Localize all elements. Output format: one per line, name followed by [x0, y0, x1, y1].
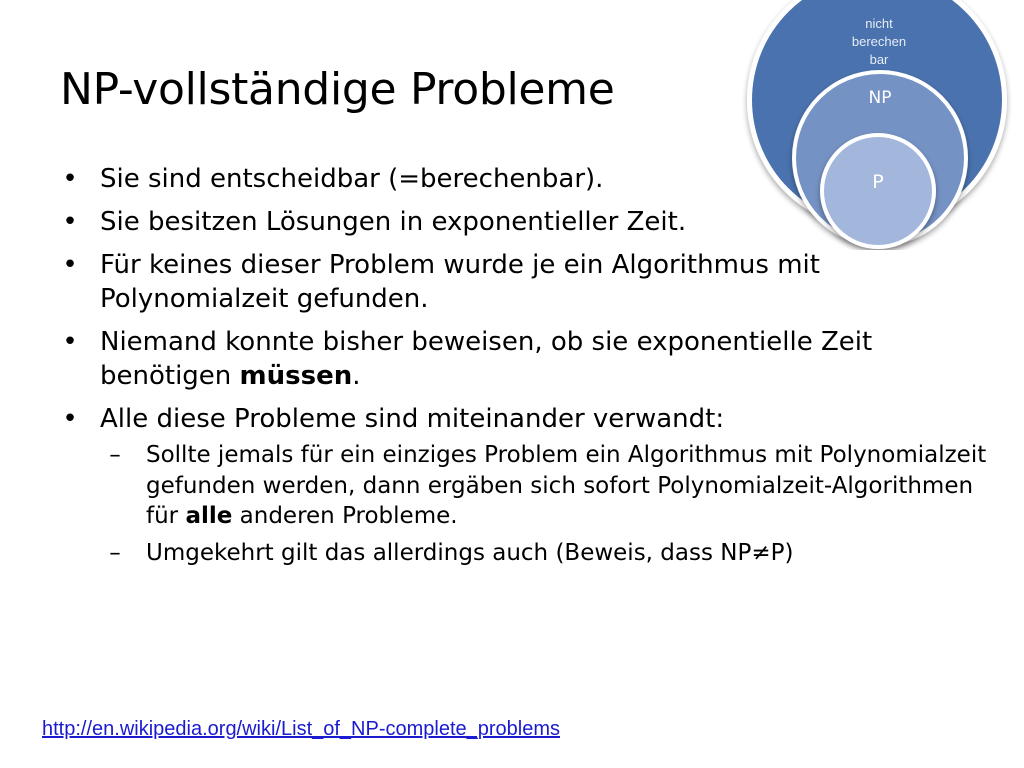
bullet-icon: •: [62, 250, 78, 281]
bullet-icon: •: [62, 404, 78, 435]
sub-bullet-text: Sollte jemals für ein einziges Problem ein Algorithmus mit Polynomialzeit gefunden werden, dann ergäben sich sofort Polynomialzeit-Algorithmen für alle anderen Probleme.: [146, 442, 987, 530]
slide-title: NP-vollständige Probleme: [60, 64, 615, 115]
bullet-item: [60, 205, 990, 239]
sub-bullet-item: [100, 538, 990, 569]
bullet-icon: •: [62, 207, 78, 238]
bullet-list-container: [60, 162, 990, 578]
bullet-list: [60, 162, 990, 569]
dash-icon: –: [109, 540, 121, 567]
emphasis-text: alle: [185, 503, 233, 530]
p-label: P: [872, 171, 884, 193]
bullet-item: [60, 248, 990, 316]
sub-bullet-list: [100, 440, 990, 568]
bullet-text: Sie besitzen Lösungen in exponentieller Zeit.: [100, 207, 687, 238]
np-label: NP: [868, 88, 892, 108]
bullet-icon: •: [62, 164, 78, 194]
bullet-text: Niemand konnte bisher beweisen, ob sie exponentielle Zeit benötigen müssen.: [100, 327, 873, 392]
bullet-item: [60, 162, 990, 196]
sub-bullet-item: [100, 440, 990, 532]
bullet-icon: •: [62, 327, 78, 358]
bullet-text: Alle diese Probleme sind miteinander verwandt:: [100, 404, 725, 435]
sub-bullet-text: Umgekehrt gilt das allerdings auch (Beweis, dass NP≠P): [146, 540, 794, 567]
outer-label-line-2: berechen: [851, 34, 907, 49]
emphasis-text: müssen: [239, 361, 353, 392]
outer-label-line-1: nicht: [865, 16, 893, 31]
bullet-text: Sie sind entscheidbar (=berechenbar).: [100, 164, 604, 194]
bullet-item: [60, 402, 990, 568]
bullet-item: [60, 325, 990, 393]
dash-icon: –: [109, 442, 121, 469]
bullet-text: Für keines dieser Problem wurde je ein Algorithmus mit Polynomialzeit gefunden.: [100, 250, 820, 315]
outer-label-line-3: bar: [869, 52, 889, 67]
wikipedia-link[interactable]: http://en.wikipedia.org/wiki/List_of_NP-complete_problems: [42, 718, 561, 740]
